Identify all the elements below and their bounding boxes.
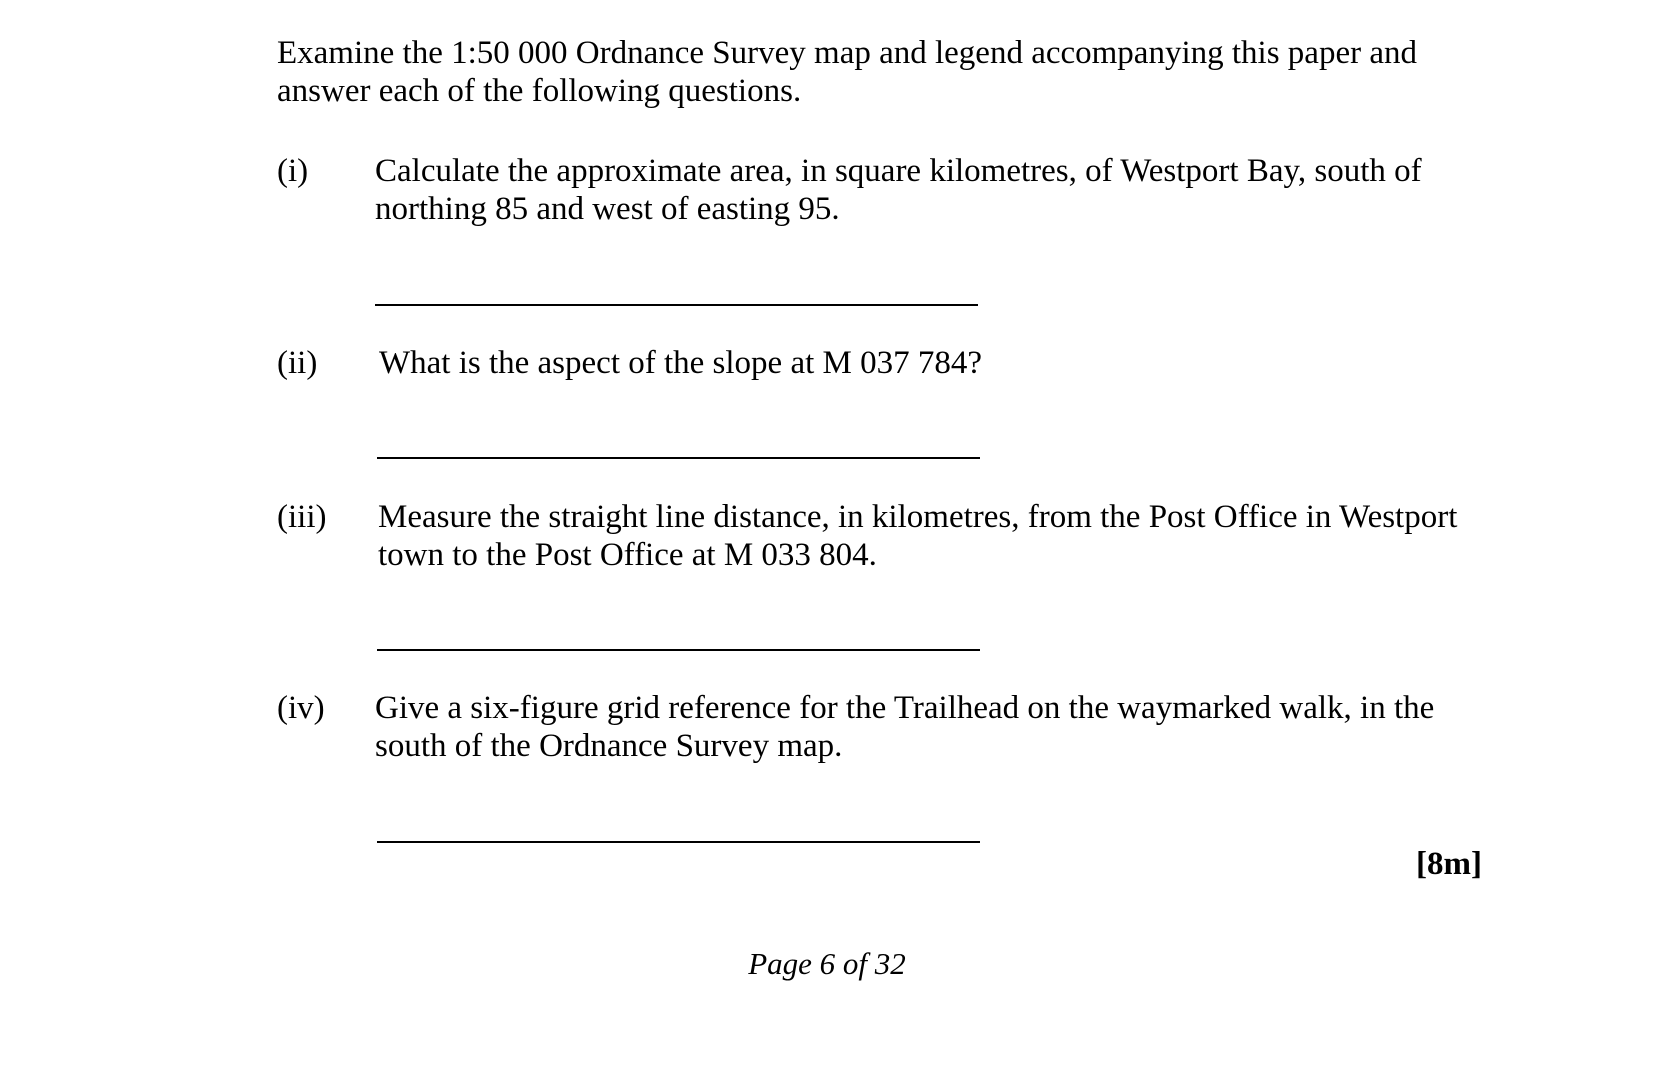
question-text: Measure the straight line distance, in kilometres, from the Post Office in Westport town to the Post Office at M 033 804.	[378, 499, 1458, 573]
answer-line-1[interactable]	[375, 304, 978, 306]
question-text: Calculate the approximate area, in square kilometres, of Westport Bay, south of northing 85 and west of easting 95.	[375, 153, 1422, 227]
question-number: (iv)	[277, 690, 325, 726]
answer-line-4[interactable]	[377, 841, 980, 843]
question-number: (ii)	[277, 345, 318, 381]
page-number: Page 6 of 32	[748, 946, 906, 981]
answer-line-2[interactable]	[377, 457, 980, 459]
answer-line-3[interactable]	[377, 649, 980, 651]
question-number: (i)	[277, 153, 309, 189]
total-marks: [8m]	[1416, 846, 1482, 882]
question-text: Give a six-figure grid reference for the Trailhead on the waymarked walk, in the south of the Ordnance Survey map.	[375, 690, 1435, 764]
question-text: What is the aspect of the slope at M 037 784?	[379, 345, 983, 381]
question-number: (iii)	[277, 499, 327, 535]
intro-instructions: Examine the 1:50 000 Ordnance Survey map and legend accompanying this paper and answer each of the following questions.	[277, 35, 1417, 109]
